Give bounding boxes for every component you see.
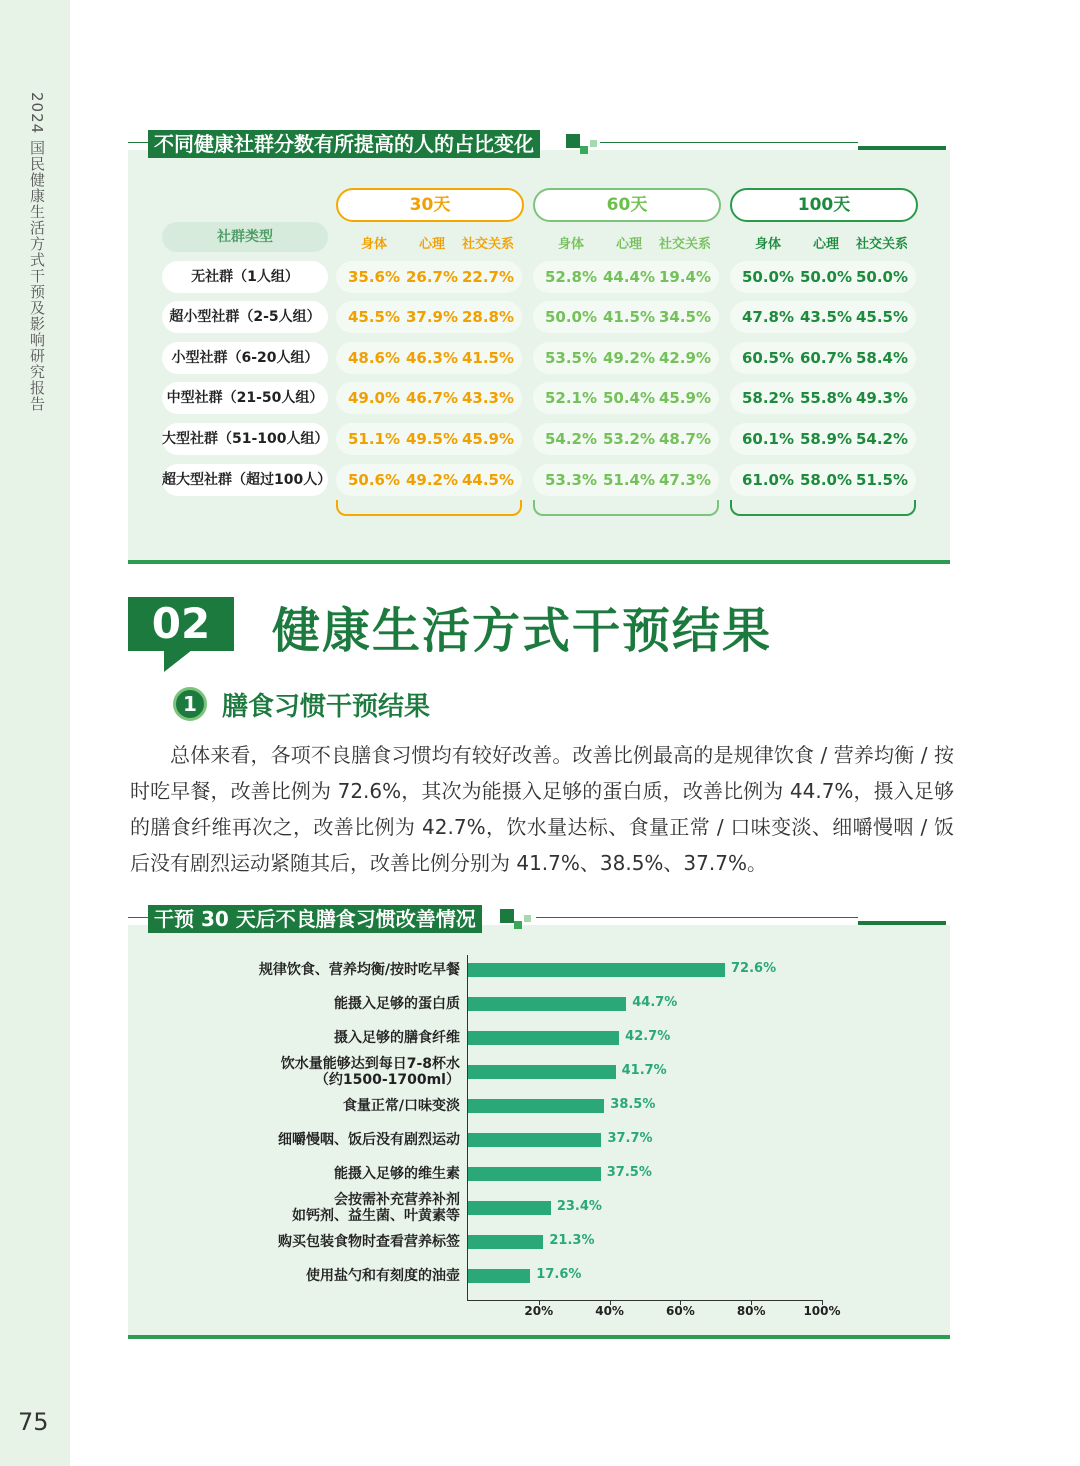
table-cell: 50.4% — [602, 389, 656, 407]
bar — [468, 1167, 601, 1181]
table-cell: 45.5% — [347, 308, 401, 326]
decor-square-icon — [590, 140, 597, 147]
panel-top-line-left — [128, 142, 148, 143]
bar-value-label: 17.6% — [536, 1267, 582, 1282]
bar — [468, 1065, 616, 1079]
bar-value-label: 72.6% — [731, 961, 777, 976]
table-cell: 53.2% — [602, 430, 656, 448]
bar-category-label — [334, 1030, 460, 1046]
row-label: 中型社群（21-50人组） — [162, 382, 328, 414]
decor-square-icon — [524, 915, 531, 922]
table-cell: 45.9% — [658, 389, 712, 407]
chart-panel-top-line-right — [536, 917, 858, 918]
table-cell: 48.6% — [347, 349, 401, 367]
bar-category-label — [259, 962, 460, 978]
bar-value-label: 38.5% — [610, 1097, 656, 1112]
row-label: 大型社群（51-100人组） — [162, 423, 328, 455]
section-number-tail — [164, 650, 192, 672]
sub-header: 身体 — [557, 237, 584, 252]
col-bracket-60 — [533, 500, 719, 516]
table-cell: 50.0% — [544, 308, 598, 326]
sub-header: 身体 — [754, 237, 781, 252]
chart-panel-bottom-line — [128, 1335, 950, 1339]
table-cell: 58.2% — [741, 389, 795, 407]
chart-section-tag: 干预 30 天后不良膳食习惯改善情况 — [148, 905, 482, 933]
bar-category-line: 使用盐勺和有刻度的油壶 — [306, 1268, 460, 1284]
table-cell: 46.7% — [405, 389, 459, 407]
table-cell: 50.0% — [855, 268, 909, 286]
period-header: 30天 — [336, 188, 524, 222]
table-cell: 47.8% — [741, 308, 795, 326]
table-cell: 53.5% — [544, 349, 598, 367]
bar — [468, 1269, 530, 1283]
bar-value-label: 44.7% — [632, 995, 678, 1010]
bar — [468, 997, 626, 1011]
bar-category-label — [343, 1098, 460, 1114]
bar-category-line: 细嚼慢咽、饭后没有剧烈运动 — [278, 1132, 460, 1148]
table-cell: 51.5% — [855, 471, 909, 489]
chart-panel-top-line-left — [128, 917, 148, 918]
sub-header: 身体 — [360, 237, 387, 252]
table-cell: 22.7% — [461, 268, 515, 286]
table-cell: 28.8% — [461, 308, 515, 326]
bar — [468, 1133, 601, 1147]
table-cell: 50.0% — [799, 268, 853, 286]
table-cell: 54.2% — [855, 430, 909, 448]
page-number: 75 — [18, 1408, 49, 1436]
bar-category-label — [306, 1268, 460, 1284]
bar-value-label: 21.3% — [549, 1233, 595, 1248]
bar-category-label — [334, 1166, 460, 1182]
row-label: 小型社群（6-20人组） — [162, 342, 328, 374]
table-cell: 48.7% — [658, 430, 712, 448]
col-bracket-30 — [336, 500, 522, 516]
bar-category-line: 会按需补充营养补剂 — [334, 1192, 460, 1208]
table-cell: 43.5% — [799, 308, 853, 326]
bar-category-line: 食量正常/口味变淡 — [342, 1098, 460, 1114]
x-tick-label: 80% — [736, 1304, 766, 1318]
panel-top-line-right — [600, 142, 858, 143]
bar — [468, 1099, 604, 1113]
table-cell: 54.2% — [544, 430, 598, 448]
bar — [468, 1031, 619, 1045]
bar-category-label — [334, 996, 460, 1012]
bar-category-line: 饮水量能够达到每日7-8杯水 — [280, 1056, 460, 1072]
table-cell: 46.3% — [405, 349, 459, 367]
subsection-number: 1 — [173, 687, 207, 721]
decor-square-icon — [500, 909, 514, 923]
table-cell: 49.0% — [347, 389, 401, 407]
table-cell: 49.3% — [855, 389, 909, 407]
bar-category-line: 规律饮食、营养均衡/按时吃早餐 — [258, 962, 460, 978]
sub-header: 社交关系 — [461, 237, 514, 252]
table-cell: 49.2% — [405, 471, 459, 489]
bar-category-label — [292, 1192, 460, 1224]
sub-header: 社交关系 — [658, 237, 711, 252]
table-cell: 44.5% — [461, 471, 515, 489]
table-cell: 41.5% — [602, 308, 656, 326]
sub-header: 社交关系 — [855, 237, 908, 252]
x-tick-label: 40% — [595, 1304, 624, 1318]
table-cell: 50.0% — [741, 268, 795, 286]
section-number: 02 — [128, 597, 234, 651]
bar — [468, 1235, 543, 1249]
bar-category-line: 如钙剂、益生菌、叶黄素等 — [292, 1208, 460, 1224]
table-cell: 60.7% — [799, 349, 853, 367]
sub-header: 心理 — [418, 237, 445, 252]
table-cell: 37.9% — [405, 308, 459, 326]
bar-category-label — [278, 1234, 460, 1250]
bar-value-label: 37.5% — [606, 1165, 652, 1180]
decor-square-icon — [566, 134, 580, 148]
bar-value-label: 41.7% — [621, 1063, 667, 1078]
bar-value-label: 37.7% — [607, 1131, 653, 1146]
chart-y-axis — [467, 955, 468, 1300]
sub-header: 心理 — [812, 237, 839, 252]
table-cell: 41.5% — [461, 349, 515, 367]
report-title-vertical: 2024 国民健康生活方式干预及影响研究报告 — [28, 92, 46, 412]
table-cell: 43.3% — [461, 389, 515, 407]
table-cell: 58.9% — [799, 430, 853, 448]
table-cell: 49.2% — [602, 349, 656, 367]
type-header: 社群类型 — [162, 222, 328, 252]
bar-category-line: 购买包装食物时查看营养标签 — [278, 1234, 460, 1250]
table-cell: 47.3% — [658, 471, 712, 489]
table-cell: 34.5% — [658, 308, 712, 326]
table-cell: 58.0% — [799, 471, 853, 489]
row-label: 超大型社群（超过100人） — [162, 464, 328, 496]
decor-square-icon — [580, 146, 588, 154]
table-cell: 52.8% — [544, 268, 598, 286]
section-title: 健康生活方式干预结果 — [272, 603, 773, 659]
table-cell: 49.5% — [405, 430, 459, 448]
table-cell: 45.5% — [855, 308, 909, 326]
bar-category-label — [278, 1132, 460, 1148]
table-cell: 35.6% — [347, 268, 401, 286]
table-cell: 26.7% — [405, 268, 459, 286]
col-bracket-100 — [730, 500, 916, 516]
table-cell: 19.4% — [658, 268, 712, 286]
x-tick-label: 60% — [666, 1304, 695, 1318]
bar-category-line: 能摄入足够的维生素 — [334, 1166, 460, 1182]
table-cell: 60.1% — [741, 430, 795, 448]
table-cell: 60.5% — [741, 349, 795, 367]
period-header: 100天 — [730, 188, 918, 222]
body-paragraph: 总体来看，各项不良膳食习惯均有较好改善。改善比例最高的是规律饮食 / 营养均衡 / 按时吃早餐，改善比例为 72.6%，其次为能摄入足够的蛋白质，改善比例为 44.7%，摄入足够的膳食纤维再次之，改善比例为 42.7%，饮水量达标、食量正常 / 口味变淡、细嚼慢咽 / 饭后没有剧烈运动紧随其后，改善比例分别为 41.7%、38.5%、37.7%。 — [130, 743, 954, 875]
table-cell: 44.4% — [602, 268, 656, 286]
table-cell: 61.0% — [741, 471, 795, 489]
subsection-title: 膳食习惯干预结果 — [222, 692, 431, 722]
row-label: 无社群（1人组） — [162, 261, 328, 293]
row-label: 超小型社群（2-5人组） — [162, 301, 328, 333]
table-cell: 51.1% — [347, 430, 401, 448]
table-panel-bottom-line — [128, 560, 950, 564]
bar-category-line: 摄入足够的膳食纤维 — [334, 1030, 460, 1046]
x-tick-label: 20% — [524, 1304, 554, 1318]
bar-category-line: （约1500-1700ml） — [314, 1072, 460, 1088]
table-cell: 52.1% — [544, 389, 598, 407]
chart-x-axis — [467, 1300, 823, 1301]
table-cell: 53.3% — [544, 471, 598, 489]
bar-value-label: 23.4% — [556, 1199, 602, 1214]
x-tick-label: 100% — [803, 1304, 841, 1318]
table-section-tag: 不同健康社群分数有所提高的人的占比变化 — [148, 130, 540, 158]
sub-header: 心理 — [615, 237, 642, 252]
table-cell: 55.8% — [799, 389, 853, 407]
bar-category-label — [281, 1056, 460, 1088]
table-cell: 58.4% — [855, 349, 909, 367]
table-cell: 42.9% — [658, 349, 712, 367]
table-cell: 51.4% — [602, 471, 656, 489]
period-header: 60天 — [533, 188, 721, 222]
table-cell: 45.9% — [461, 430, 515, 448]
bar — [468, 1201, 551, 1215]
table-cell: 50.6% — [347, 471, 401, 489]
decor-square-icon — [514, 921, 522, 929]
bar-category-line: 能摄入足够的蛋白质 — [334, 996, 460, 1012]
bar-value-label: 42.7% — [625, 1029, 671, 1044]
bar — [468, 963, 725, 977]
